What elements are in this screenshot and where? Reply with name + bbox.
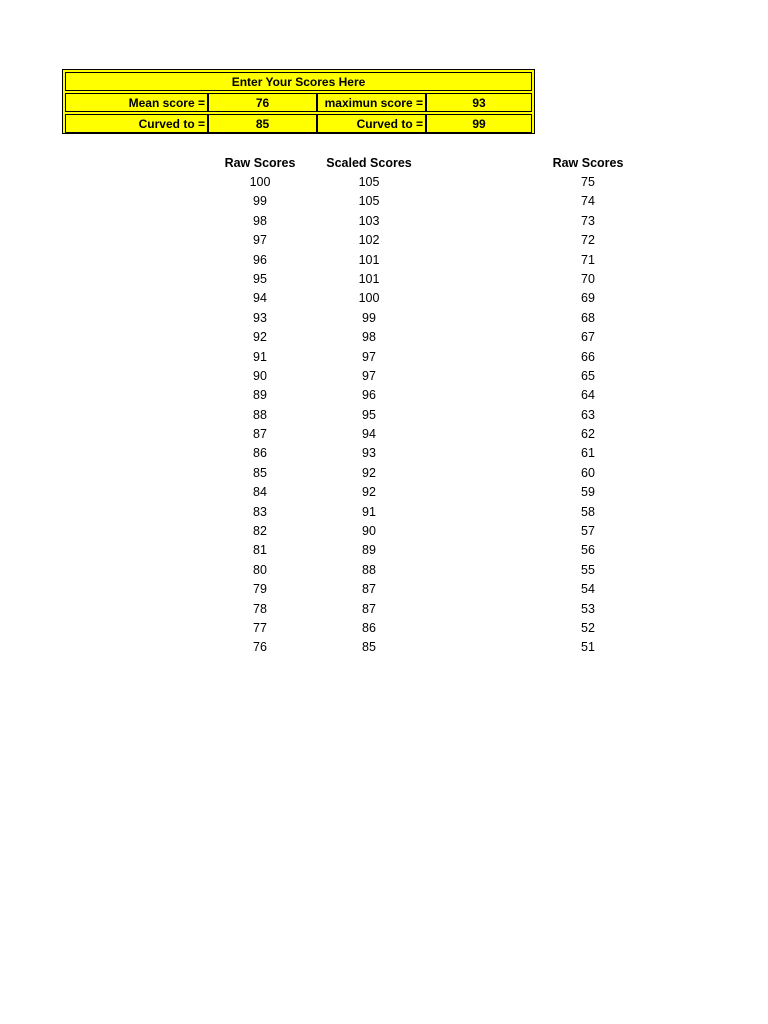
raw-scores-header: Raw Scores (224, 156, 296, 170)
raw-score-cell: 59 (581, 485, 595, 500)
raw-score-cell: 69 (581, 291, 595, 306)
raw-score-cell: 51 (581, 640, 595, 655)
raw-score-cell: 55 (581, 562, 595, 577)
scaled-score-cell: 99 (362, 310, 376, 325)
scaled-score-cell: 101 (358, 271, 380, 286)
scaled-score-cell: 95 (362, 407, 376, 422)
raw-scores-list (210, 173, 310, 658)
raw-score-cell: 86 (253, 446, 267, 461)
scaled-score-cell: 87 (362, 601, 376, 616)
raw-score-cell: 81 (253, 543, 267, 558)
scaled-score-cell: 97 (362, 349, 376, 364)
raw-score-cell: 63 (581, 407, 595, 422)
scaled-score-cell: 90 (362, 524, 376, 539)
scaled-score-cell: 86 (362, 620, 376, 635)
curved-max-input[interactable]: 99 (426, 114, 532, 133)
raw-score-cell: 64 (581, 388, 595, 403)
raw-score-cell: 97 (253, 233, 267, 248)
raw-score-cell: 96 (253, 252, 267, 267)
scaled-score-cell: 89 (362, 543, 376, 558)
curved-max-label: Curved to = (317, 114, 426, 133)
score-input-box (62, 69, 535, 134)
raw-score-cell: 73 (581, 213, 595, 228)
raw-score-cell: 93 (253, 310, 267, 325)
raw-score-cell: 72 (581, 233, 595, 248)
raw-score-cell: 82 (253, 524, 267, 539)
raw-score-cell: 92 (253, 330, 267, 345)
raw-scores-header-2: Raw Scores (552, 156, 624, 170)
scaled-score-cell: 102 (358, 233, 380, 248)
raw-score-cell: 71 (581, 252, 595, 267)
curved-mean-input[interactable]: 85 (208, 114, 317, 133)
raw-score-cell: 62 (581, 427, 595, 442)
scaled-score-cell: 85 (362, 640, 376, 655)
scaled-score-cell: 101 (358, 252, 380, 267)
raw-score-cell: 83 (253, 504, 267, 519)
scaled-score-cell: 91 (362, 504, 376, 519)
raw-score-cell: 54 (581, 582, 595, 597)
raw-score-cell: 53 (581, 601, 595, 616)
raw-score-cell: 60 (581, 465, 595, 480)
raw-score-cell: 98 (253, 213, 267, 228)
raw-scores-list-2 (538, 173, 638, 658)
scaled-score-cell: 97 (362, 368, 376, 383)
scaled-score-cell: 96 (362, 388, 376, 403)
raw-score-cell: 89 (253, 388, 267, 403)
raw-score-cell: 68 (581, 310, 595, 325)
scaled-scores-header: Scaled Scores (326, 156, 412, 170)
raw-score-cell: 61 (581, 446, 595, 461)
raw-score-cell: 76 (253, 640, 267, 655)
raw-score-cell: 85 (253, 465, 267, 480)
scaled-score-cell: 94 (362, 427, 376, 442)
raw-scores-column (210, 154, 310, 658)
scaled-score-cell: 100 (358, 291, 380, 306)
raw-score-cell: 80 (253, 562, 267, 577)
raw-score-cell: 66 (581, 349, 595, 364)
curved-mean-label: Curved to = (65, 114, 208, 133)
scaled-score-cell: 88 (362, 562, 376, 577)
raw-score-cell: 94 (253, 291, 267, 306)
scaled-score-cell: 103 (358, 213, 380, 228)
raw-score-cell: 78 (253, 601, 267, 616)
max-score-label: maximun score = (317, 93, 426, 112)
raw-score-cell: 99 (253, 194, 267, 209)
scaled-score-cell: 105 (358, 175, 380, 189)
raw-score-cell: 88 (253, 407, 267, 422)
scaled-score-cell: 105 (358, 194, 380, 209)
mean-score-input[interactable]: 76 (208, 93, 317, 112)
raw-score-cell: 57 (581, 524, 595, 539)
mean-score-label: Mean score = (65, 93, 208, 112)
raw-score-cell: 67 (581, 330, 595, 345)
raw-scores-column-2 (538, 154, 638, 658)
raw-score-cell: 58 (581, 504, 595, 519)
scaled-score-cell: 93 (362, 446, 376, 461)
raw-score-cell: 74 (581, 194, 595, 209)
raw-score-cell: 90 (253, 368, 267, 383)
raw-score-cell: 84 (253, 485, 267, 500)
raw-score-cell: 87 (253, 427, 267, 442)
scaled-score-cell: 87 (362, 582, 376, 597)
raw-score-cell: 79 (253, 582, 267, 597)
raw-score-cell: 52 (581, 620, 595, 635)
scaled-score-cell: 92 (362, 465, 376, 480)
raw-score-cell: 100 (249, 175, 271, 189)
max-score-input[interactable]: 93 (426, 93, 532, 112)
raw-score-cell: 56 (581, 543, 595, 558)
scaled-scores-list (319, 173, 419, 658)
scaled-score-cell: 92 (362, 485, 376, 500)
raw-score-cell: 70 (581, 271, 595, 286)
raw-score-cell: 75 (581, 175, 595, 189)
scaled-score-cell: 98 (362, 330, 376, 345)
raw-score-cell: 91 (253, 349, 267, 364)
raw-score-cell: 77 (253, 620, 267, 635)
scaled-scores-column (319, 154, 419, 658)
input-box-title: Enter Your Scores Here (65, 72, 532, 91)
raw-score-cell: 95 (253, 271, 267, 286)
raw-score-cell: 65 (581, 368, 595, 383)
